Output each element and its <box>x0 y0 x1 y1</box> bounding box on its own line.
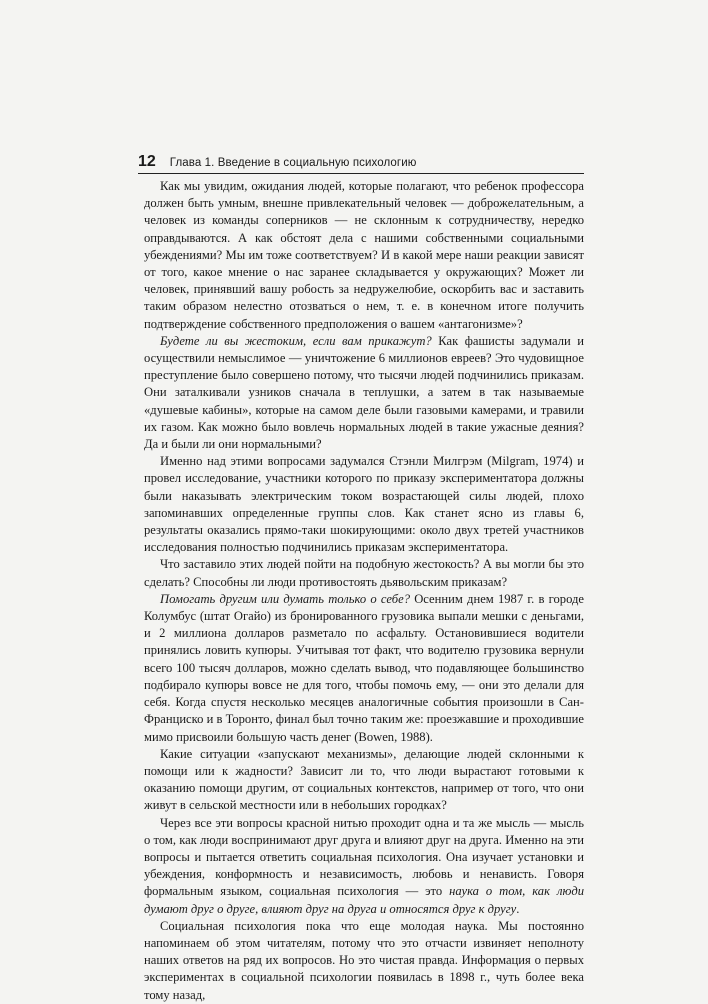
italic-text-run: наука о том, как люди думают друг о друге, влияют друг на друга и относятся друг к другу <box>144 884 584 916</box>
paragraph <box>144 815 584 918</box>
text-run: Как мы увидим, ожидания людей, которые полагают, что ребенок профессора должен быть умным, внешне привлекательный человек — доброжелательным, а человек из команды соперников — не склонным к сотрудничеству, нередко оправдываются. А как обстоят дела с нашими собственными социальными убеждениями? Мы им тоже соответствуем? И в какой мере наши реакции зависят от того, какое мнение о нас заранее складывается у окружающих? Может ли человек, принявший вашу робость за недружелюбие, оскорбить вас и заставить таким образом нелестно отозваться о нем, т. е. в конечном итоге получить подтверждение собственного предположения о вашем «антагонизме»? <box>144 179 584 331</box>
text-run: Социальная психология пока что еще молодая наука. Мы постоянно напоминаем об этом читателям, потому что это отчасти извиняет неполноту наших ответов на ряд их вопросов. Но это чистая правда. Информация о первых экспериментах в социальной психологии появилась в 1898 г., чуть более века тому назад, <box>144 918 584 1002</box>
body-text <box>144 178 584 1004</box>
paragraph <box>144 746 584 815</box>
text-run: Как фашисты задумали и осуществили немыслимое — уничтожение 6 миллионов евреев? Это чудовищное преступление было совершено потому, что тысячи людей подчинились приказам. Они заталкивали узников сначала в теплушки, а затем в так называемые «душевые кабины», которые на самом деле были газовыми камерами, и травили их газом. Как можно было вовлечь нормальных людей в такие ужасные деяния? Да и были ли они нормальными? <box>144 333 584 452</box>
text-run: Какие ситуации «запускают механизмы», делающие людей склонными к помощи или к жадности? Зависит ли то, что люди вырастают готовыми к оказанию помощи другим, от социальных контекстов, например от того, что они живут в сельской местности или в небольших городках? <box>144 746 584 813</box>
text-run: Осенним днем 1987 г. в городе Колумбус (штат Огайо) из бронированного грузовика выпали мешки с деньгами, и 2 миллиона долларов разметало по асфальту. Остановившиеся водители принялись ловить купюры. Учитывая тот факт, что водителю грузовика вернули всего 100 тысяч долларов, можно сделать вывод, что подавляющее большинство подбирало купюры вовсе не для того, чтобы помочь ему, — они это делали для себя. Когда спустя несколько месяцев аналогичные события произошли в Сан-Франциско и в Торонто, финал был точно таким же: проезжавшие и проходившие мимо присвоили большую часть денег (Bowen, 1988). <box>144 591 584 744</box>
paragraph <box>144 333 584 453</box>
text-run: Через все эти вопросы красной нитью проходит одна и та же мысль — мысль о том, как люди воспринимают друг друга и влияют друг на друга. Именно на эти вопросы и пытается ответить социальная психология. Она изучает установки и убеждения, конформность и независимость, любовь и ненависть. Говоря формальным языком, социальная психология — это <box>144 815 584 899</box>
text-run: Именно над этими вопросами задумался Стэнли Милгрэм (Milgram, 1974) и провел исследование, участники которого по приказу экспериментатора должны были наказывать электрическим током возрастающей силы людей, плохо запоминавших определенные группы слов. Как станет ясно из главы 6, результаты оказались прямо-таки шокирующими: около двух третей участников исследования полностью подчинились приказам экспериментатора. <box>144 454 584 555</box>
paragraph <box>144 556 584 590</box>
text-run: . <box>516 901 520 916</box>
text-run: Что заставило этих людей пойти на подобную жестокость? А вы могли бы это сделать? Способны ли люди противостоять дьявольским приказам? <box>144 557 584 589</box>
running-header <box>138 153 584 174</box>
chapter-title: Глава 1. Введение в социальную психологию <box>169 157 417 169</box>
italic-text-run: Будете ли вы жестоким, если вам прикажут? <box>160 333 432 348</box>
paragraph <box>144 178 584 333</box>
italic-text-run: Помогать другим или думать только о себе? <box>160 591 410 606</box>
page-number: 12 <box>138 153 156 170</box>
paragraph <box>144 918 584 1004</box>
paragraph <box>144 591 584 746</box>
paragraph <box>144 453 584 556</box>
